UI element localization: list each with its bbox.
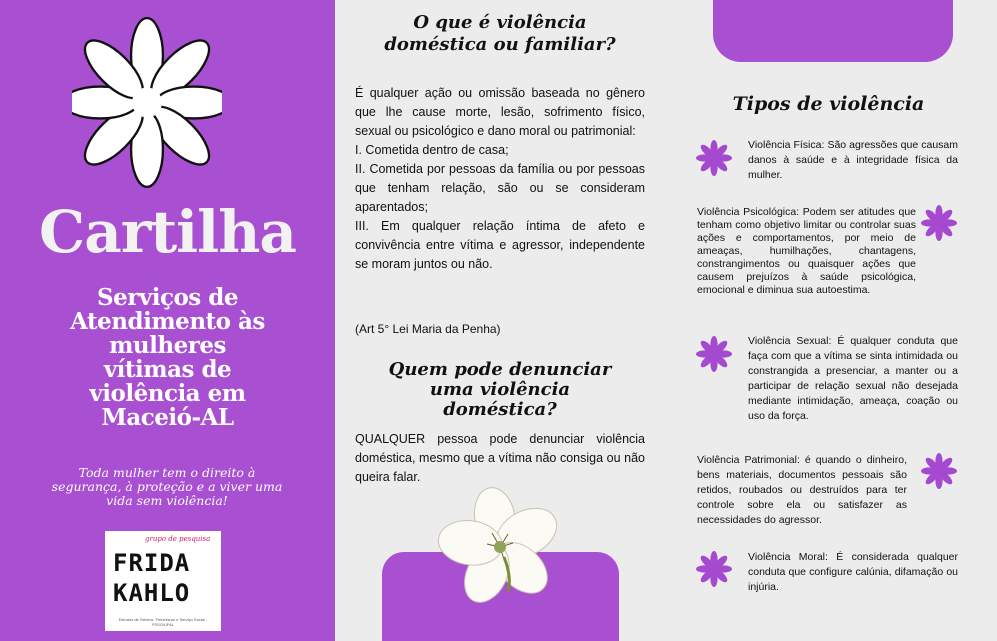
- info-panel: [335, 0, 660, 641]
- violence-type-patrimonial: Violência Patrimonial: é quando o dinheiro, bens materiais, documentos pessoais são retidos, roubados ou destruídos para ter controle sobre ela ou satisfazer as necessidades do agressor.: [697, 454, 907, 526]
- cover-title: Cartilha: [39, 198, 296, 266]
- cover-tagline: Toda mulher tem o direito à segurança, à proteção e a viver uma vida sem violência!: [51, 465, 283, 508]
- violence-type-physical: Violência Física: São agressões que causam danos à saúde e à integridade física da mulher.: [748, 139, 958, 181]
- cover-panel: [0, 0, 335, 641]
- daisy-flower-icon: [72, 10, 222, 195]
- purple-flower-icon: [696, 551, 732, 587]
- violence-type-psychological: Violência Psicológica: Podem ser atitudes que tenham como objetivo limitar ou controlar suas ações e comportamentos, por meio de ameaças, humilhações, chantagens, constrangimentos ou quaisquer ações que causem prejuízos à saúde psicológica, emocional e diminua sua autoestima.: [697, 206, 916, 296]
- purple-flower-icon: [921, 453, 957, 489]
- definition-paragraph: É qualquer ação ou omissão baseada no gênero que lhe cause morte, lesão, sofrimento físico, sexual ou psicológico e dano moral ou patrimonial: I. Cometida dentro de casa; II. Cometida por pessoas da família ou por pessoas que tenham relação, são ou se consideram aparentados; III. Em qualquer relação íntima de afeto e convivência entre vítima e agressor, independente se moram juntos ou não.: [355, 86, 645, 271]
- purple-flower-icon: [696, 140, 732, 176]
- white-blossom-icon: [425, 487, 575, 607]
- decorative-purple-tab: [713, 0, 953, 62]
- violence-type-moral: Violência Moral: É considerada qualquer conduta que configure calúnia, difamação ou injúria.: [748, 551, 958, 593]
- cover-subtitle: Serviços de Atendimento às mulheres vítimas de violência em Maceió-AL: [70, 284, 265, 431]
- purple-flower-icon: [921, 205, 957, 241]
- heading-types-of-violence: Tipos de violência: [732, 93, 925, 115]
- law-reference: (Art 5° Lei Maria da Penha): [355, 322, 501, 336]
- heading-who-can-report: Quem pode denunciar uma violência doméstica?: [388, 359, 612, 420]
- heading-what-is-violence: O que é violência doméstica ou familiar?: [384, 12, 616, 55]
- types-panel: [660, 0, 997, 641]
- frida-kahlo-logo: grupo de pesquisa FRIDA KAHLO Estudos de Gênero, Feminismo e Serviço Social - FSSO/UFAL: [105, 531, 221, 631]
- purple-flower-icon: [696, 336, 732, 372]
- violence-type-sexual: Violência Sexual: É qualquer conduta que faça com que a vítima se sinta intimidada ou constrangida a presenciar, a manter ou a participar de relação sexual não desejada mediante intimidação, ameaça, coação ou uso da força.: [748, 335, 958, 422]
- who-can-report-paragraph: QUALQUER pessoa pode denunciar violência doméstica, mesmo que a vítima não consiga ou não queira falar.: [355, 432, 645, 484]
